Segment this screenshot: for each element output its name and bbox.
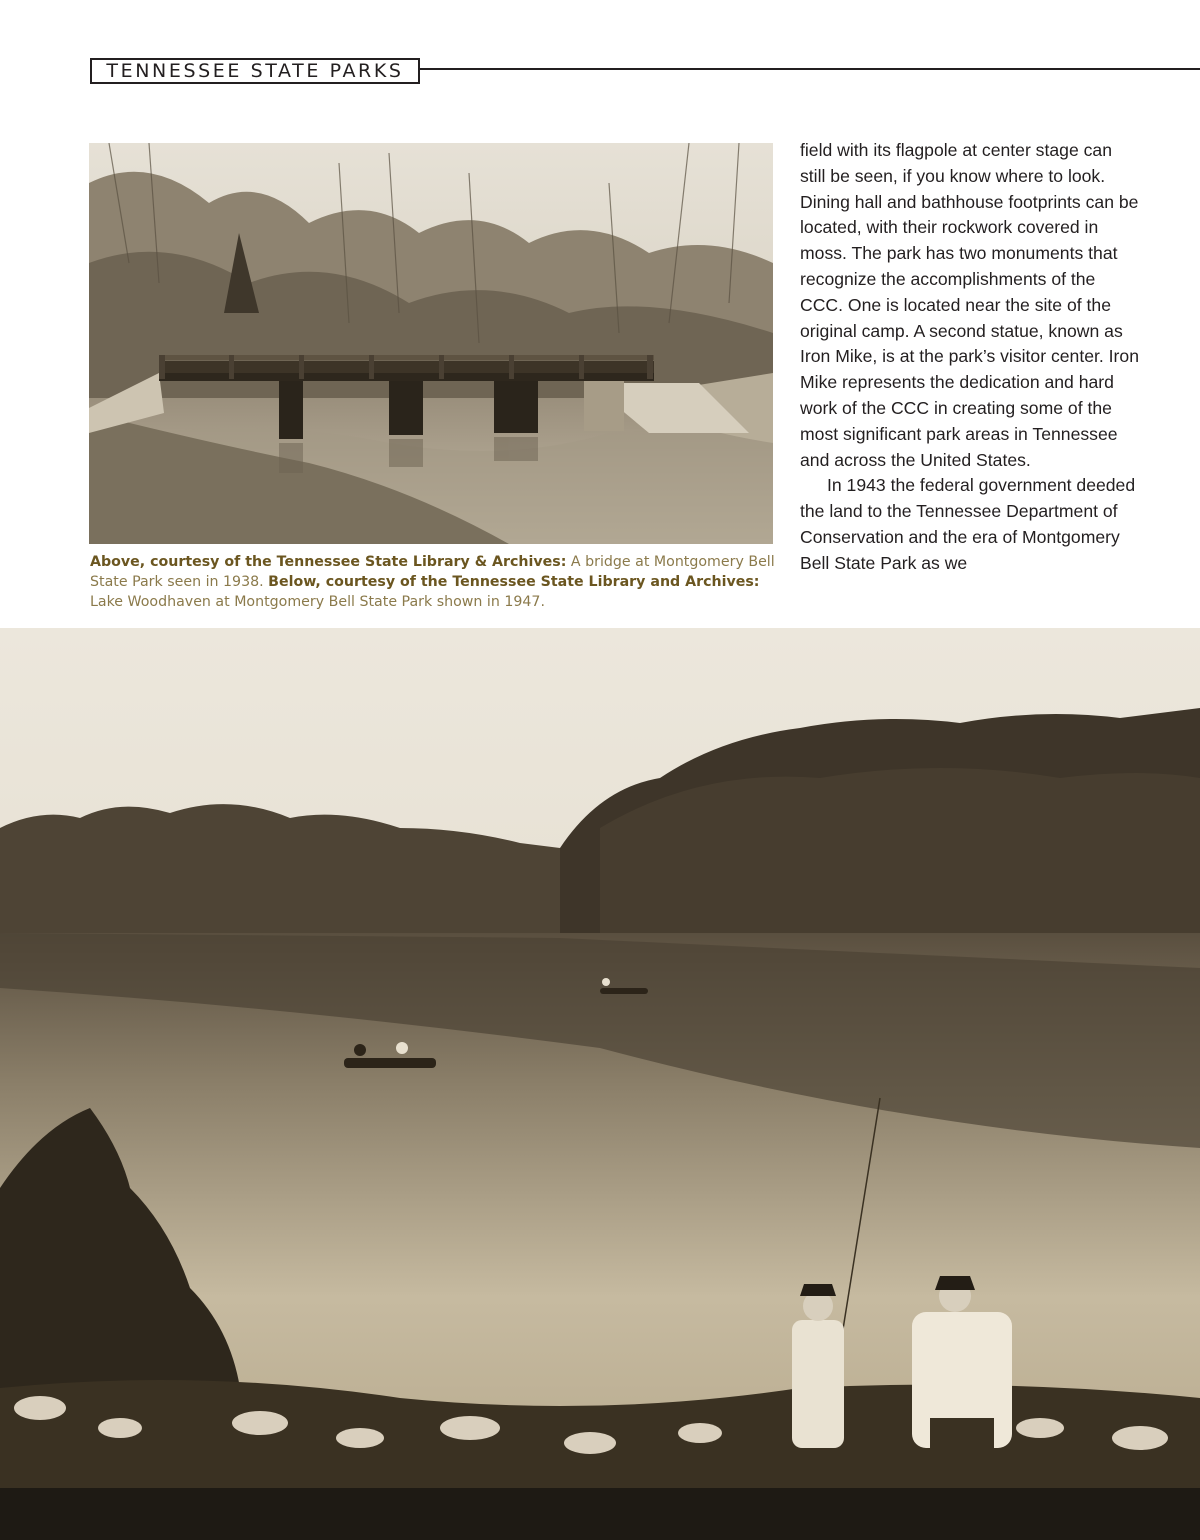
- caption-credit-above: Above, courtesy of the Tennessee State Library & Archives:: [90, 554, 567, 570]
- caption-desc-above: A bridge at Montgomery Bell State Park seen in 1938.: [90, 554, 775, 590]
- caption-desc-below: Lake Woodhaven at Montgomery Bell State Park shown in 1947.: [90, 594, 545, 610]
- photo-caption: [90, 552, 778, 612]
- article-paragraph: In 1943 the federal government deeded the land to the Tennessee Department of Conservation and the era of Montgomery Bell State Park as we: [800, 475, 1136, 573]
- lake-photo-image: [0, 628, 1200, 1540]
- article-column: [800, 138, 1140, 577]
- bridge-photo: [89, 143, 773, 544]
- bridge-photo-image: [89, 143, 773, 544]
- caption-credit-below: Below, courtesy of the Tennessee State Library and Archives:: [268, 574, 760, 590]
- lake-photo: [0, 628, 1200, 1540]
- article-paragraph: field with its flagpole at center stage can still be seen, if you know where to look. Dining hall and bathhouse footprints can be located, with their rockwork covered in moss. The park has two monuments that recognize the accomplishments of the CCC. One is located near the site of the original camp. A second statue, known as Iron Mike, is at the park’s visitor center. Iron Mike represents the dedication and hard work of the CCC in creating some of the most significant park areas in Tennessee and across the United States.: [800, 140, 1139, 470]
- section-label: TENNESSEE STATE PARKS: [90, 58, 420, 84]
